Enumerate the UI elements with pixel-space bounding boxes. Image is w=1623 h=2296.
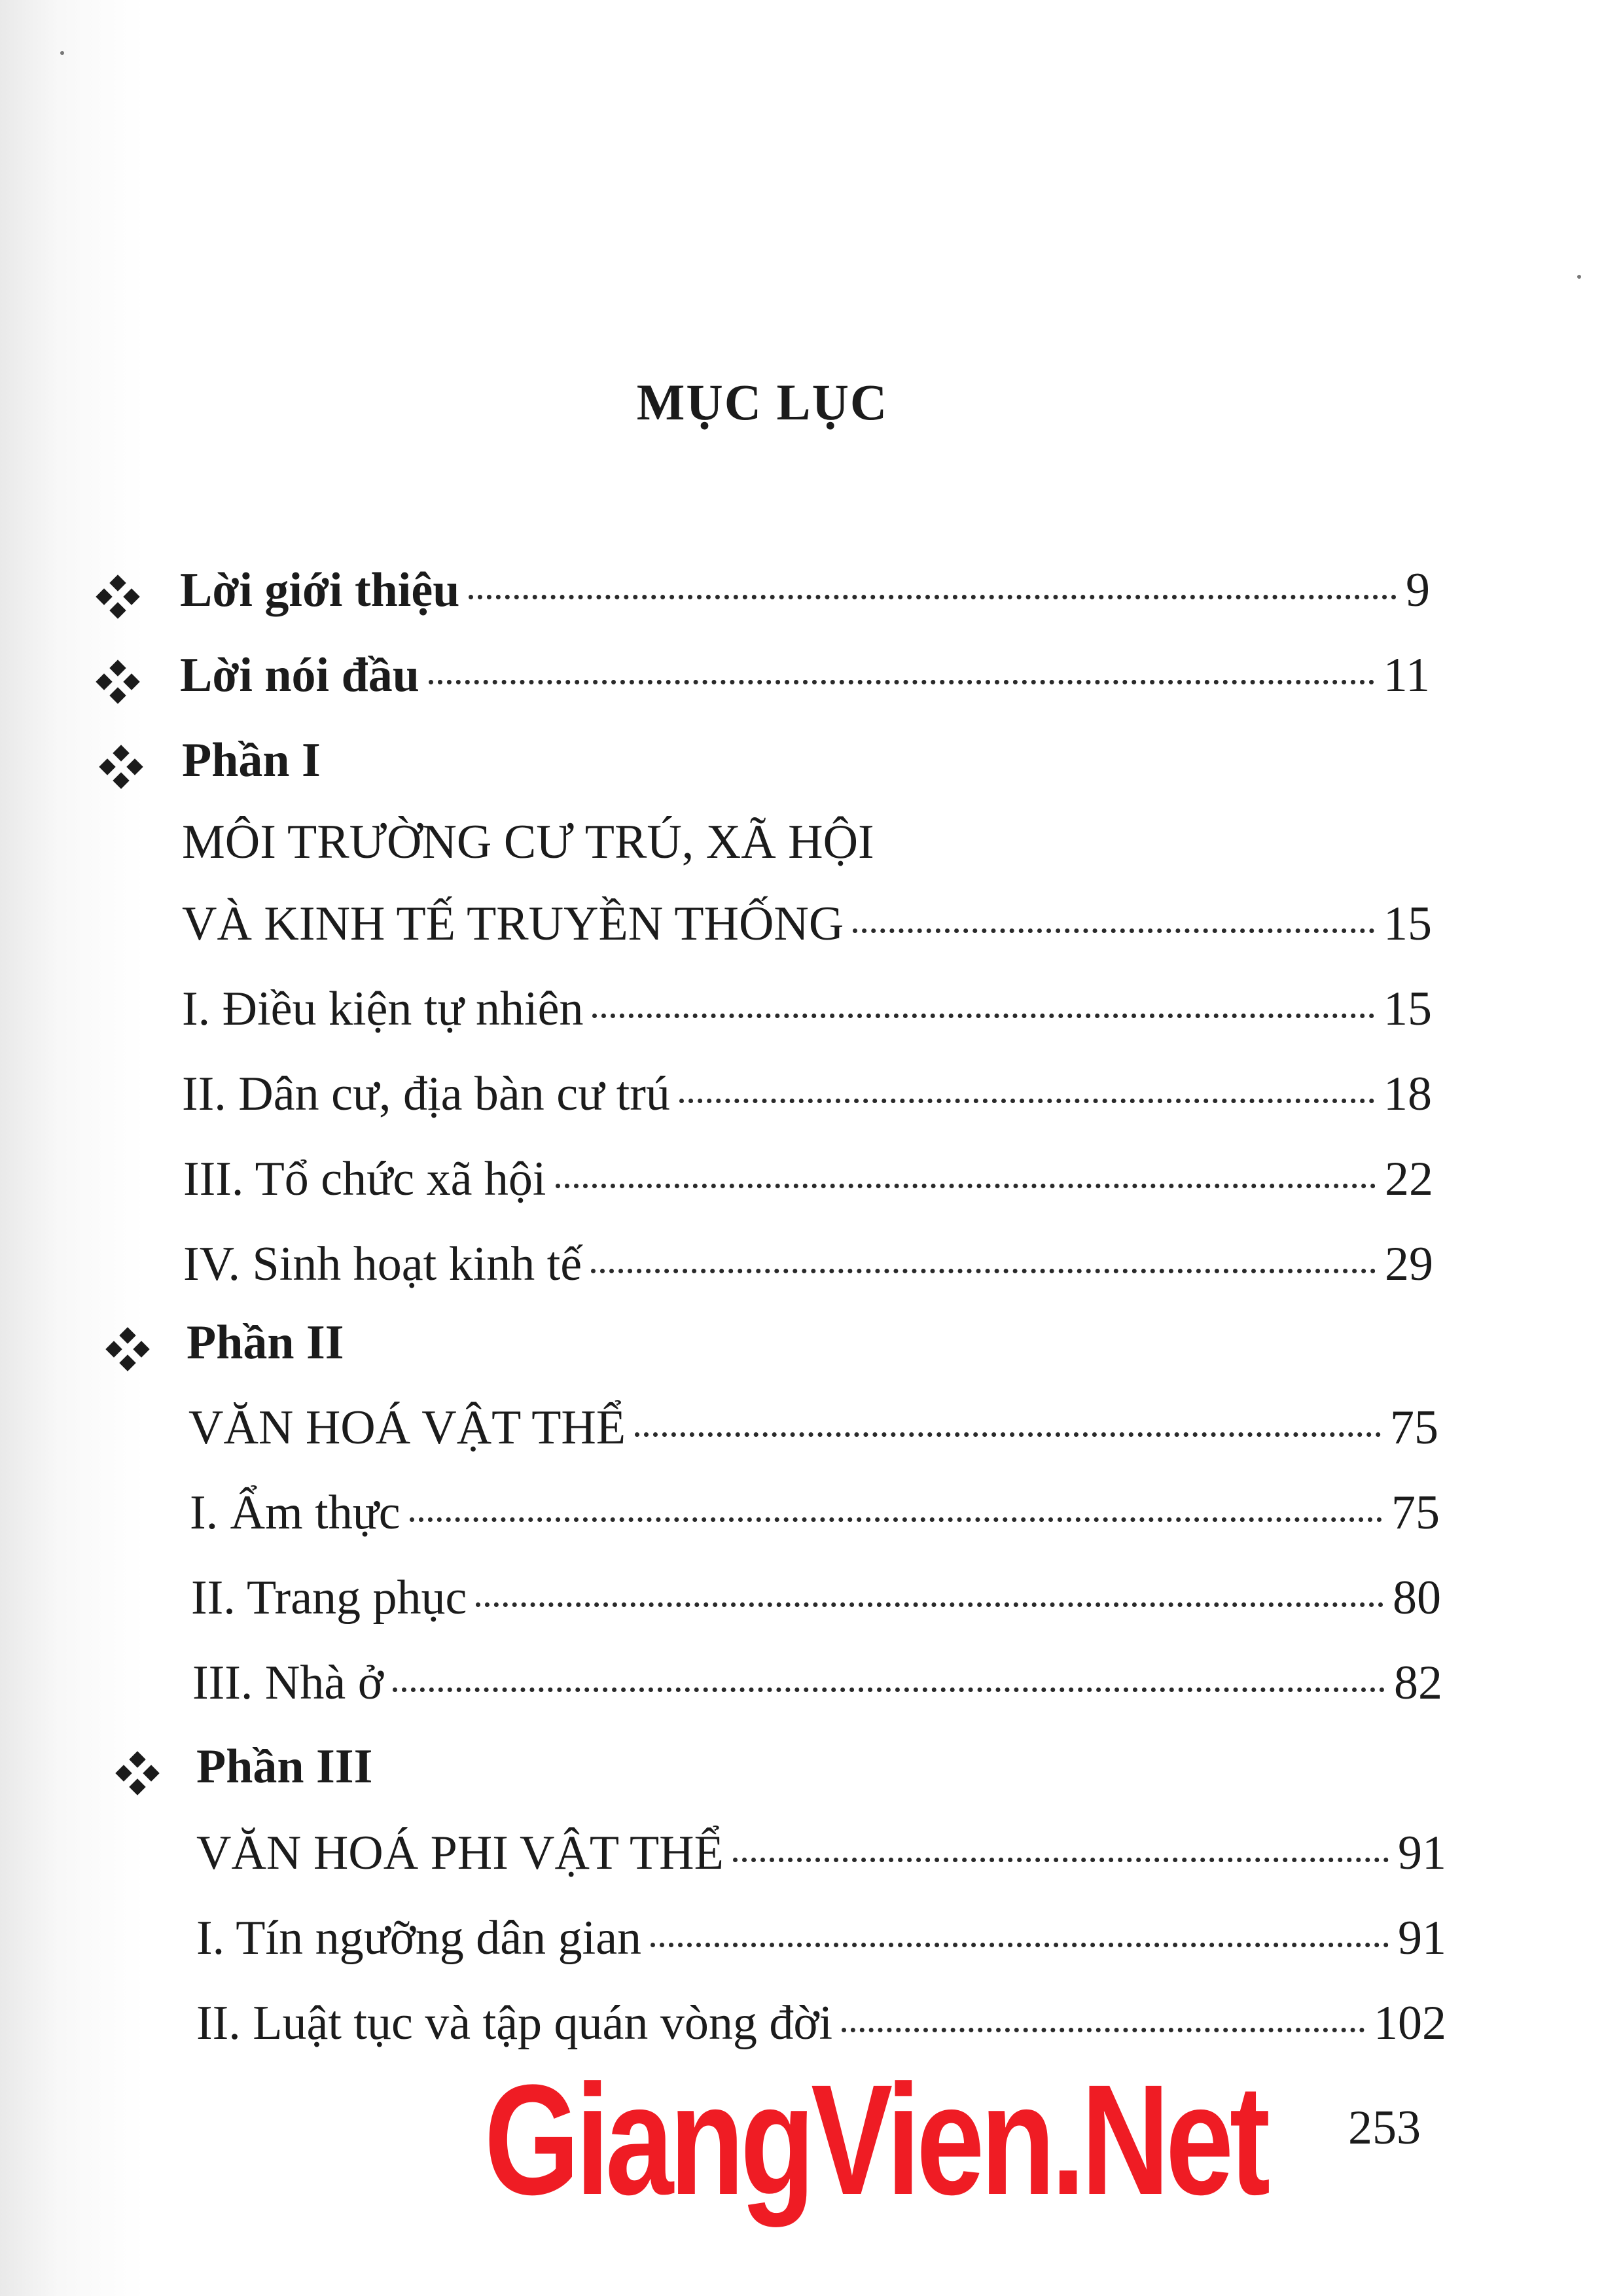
dot-leader [592, 1014, 1374, 1018]
toc-entry[interactable] [191, 1570, 1441, 1642]
toc-entry-page: 91 [1398, 1826, 1446, 1880]
toc-entry-label: VĂN HOÁ PHI VẬT THỂ [196, 1826, 724, 1880]
toc-entry[interactable] [196, 1911, 1446, 1983]
toc-entry[interactable] [180, 563, 1430, 635]
part-title-line: MÔI TRƯỜNG CƯ TRÚ, XÃ HỘI [182, 815, 874, 869]
toc-entry[interactable] [182, 896, 1432, 968]
toc-entry-page: 29 [1385, 1237, 1433, 1291]
dot-leader [591, 1269, 1376, 1273]
toc-entry-label: I. Điều kiện tự nhiên [182, 982, 584, 1036]
toc-entry-label: IV. Sinh hoạt kinh tế [183, 1237, 582, 1291]
toc-entry[interactable] [192, 1655, 1442, 1727]
diamond-bullet-icon [98, 662, 137, 701]
dot-leader [679, 1099, 1374, 1103]
toc-entry-label: III. Tổ chức xã hội [183, 1152, 546, 1206]
toc-entry-label: II. Dân cư, địa bàn cư trú [182, 1067, 670, 1121]
toc-entry-label: VÀ KINH TẾ TRUYỀN THỐNG [182, 897, 844, 951]
toc-entry-page: 22 [1385, 1152, 1433, 1206]
dot-leader [733, 1858, 1389, 1862]
part-label: Phần III [196, 1740, 373, 1793]
toc-entry-label: VĂN HOÁ VẬT THỂ [188, 1401, 626, 1455]
toc-entry-label: Lời nói đầu [180, 648, 419, 702]
toc-part-heading[interactable] [182, 733, 1432, 805]
toc-entry-page: 102 [1374, 1996, 1446, 2050]
page-number: 253 [1348, 2101, 1421, 2155]
dot-leader [842, 2028, 1364, 2032]
toc-entry-page: 91 [1398, 1911, 1446, 1965]
toc-entry[interactable] [188, 1400, 1438, 1472]
toc-entry-label: III. Nhà ở [192, 1656, 383, 1710]
toc-entry-page: 75 [1390, 1401, 1438, 1455]
toc-entry-label: II. Trang phục [191, 1571, 467, 1625]
toc-entry-label: Lời giới thiệu [180, 563, 460, 617]
toc-entry-label: I. Tín ngưỡng dân gian [196, 1911, 642, 1965]
dot-leader [410, 1517, 1382, 1522]
toc-part-title-line [182, 815, 1432, 887]
toc-entry-page: 80 [1393, 1571, 1441, 1625]
toc-entry-page: 15 [1383, 897, 1432, 951]
dot-leader [429, 680, 1374, 684]
toc-entry[interactable] [183, 1237, 1433, 1309]
part-label: Phần I [182, 733, 321, 787]
part-label: Phần II [187, 1316, 344, 1369]
toc-entry[interactable] [196, 1826, 1446, 1898]
toc-entry-label: I. Ẩm thực [190, 1486, 401, 1540]
toc-entry-label: II. Luật tục và tập quán vòng đời [196, 1996, 833, 2050]
diamond-bullet-icon [101, 747, 141, 786]
dot-leader [393, 1687, 1385, 1692]
diamond-bullet-icon [118, 1754, 157, 1793]
toc-entry-page: 15 [1383, 982, 1432, 1036]
diamond-bullet-icon [98, 577, 137, 616]
dot-leader [476, 1602, 1383, 1607]
diamond-bullet-icon [108, 1330, 147, 1369]
toc-part-heading[interactable] [187, 1315, 1436, 1387]
dot-leader [469, 595, 1397, 599]
watermark-logo: GiangVien.Net [484, 2052, 1266, 2227]
toc-entry-page: 82 [1394, 1656, 1442, 1710]
dot-leader [556, 1184, 1376, 1188]
dot-leader [635, 1432, 1381, 1437]
dot-leader [651, 1943, 1389, 1947]
toc-entry[interactable] [183, 1152, 1433, 1224]
toc-entry[interactable] [182, 981, 1432, 1053]
paper-speck [60, 51, 64, 55]
dot-leader [853, 928, 1374, 933]
toc-entry-page: 75 [1391, 1486, 1440, 1540]
paper-speck [1577, 275, 1581, 279]
toc-entry[interactable] [182, 1067, 1432, 1139]
toc-entry[interactable] [190, 1485, 1440, 1557]
toc-entry-page: 11 [1383, 648, 1430, 702]
toc-entry[interactable] [180, 648, 1430, 720]
toc-part-heading[interactable] [196, 1739, 1446, 1811]
toc-entry-page: 9 [1406, 563, 1430, 617]
page-title: MỤC LỤC [636, 374, 889, 431]
toc-entry-page: 18 [1383, 1067, 1432, 1121]
